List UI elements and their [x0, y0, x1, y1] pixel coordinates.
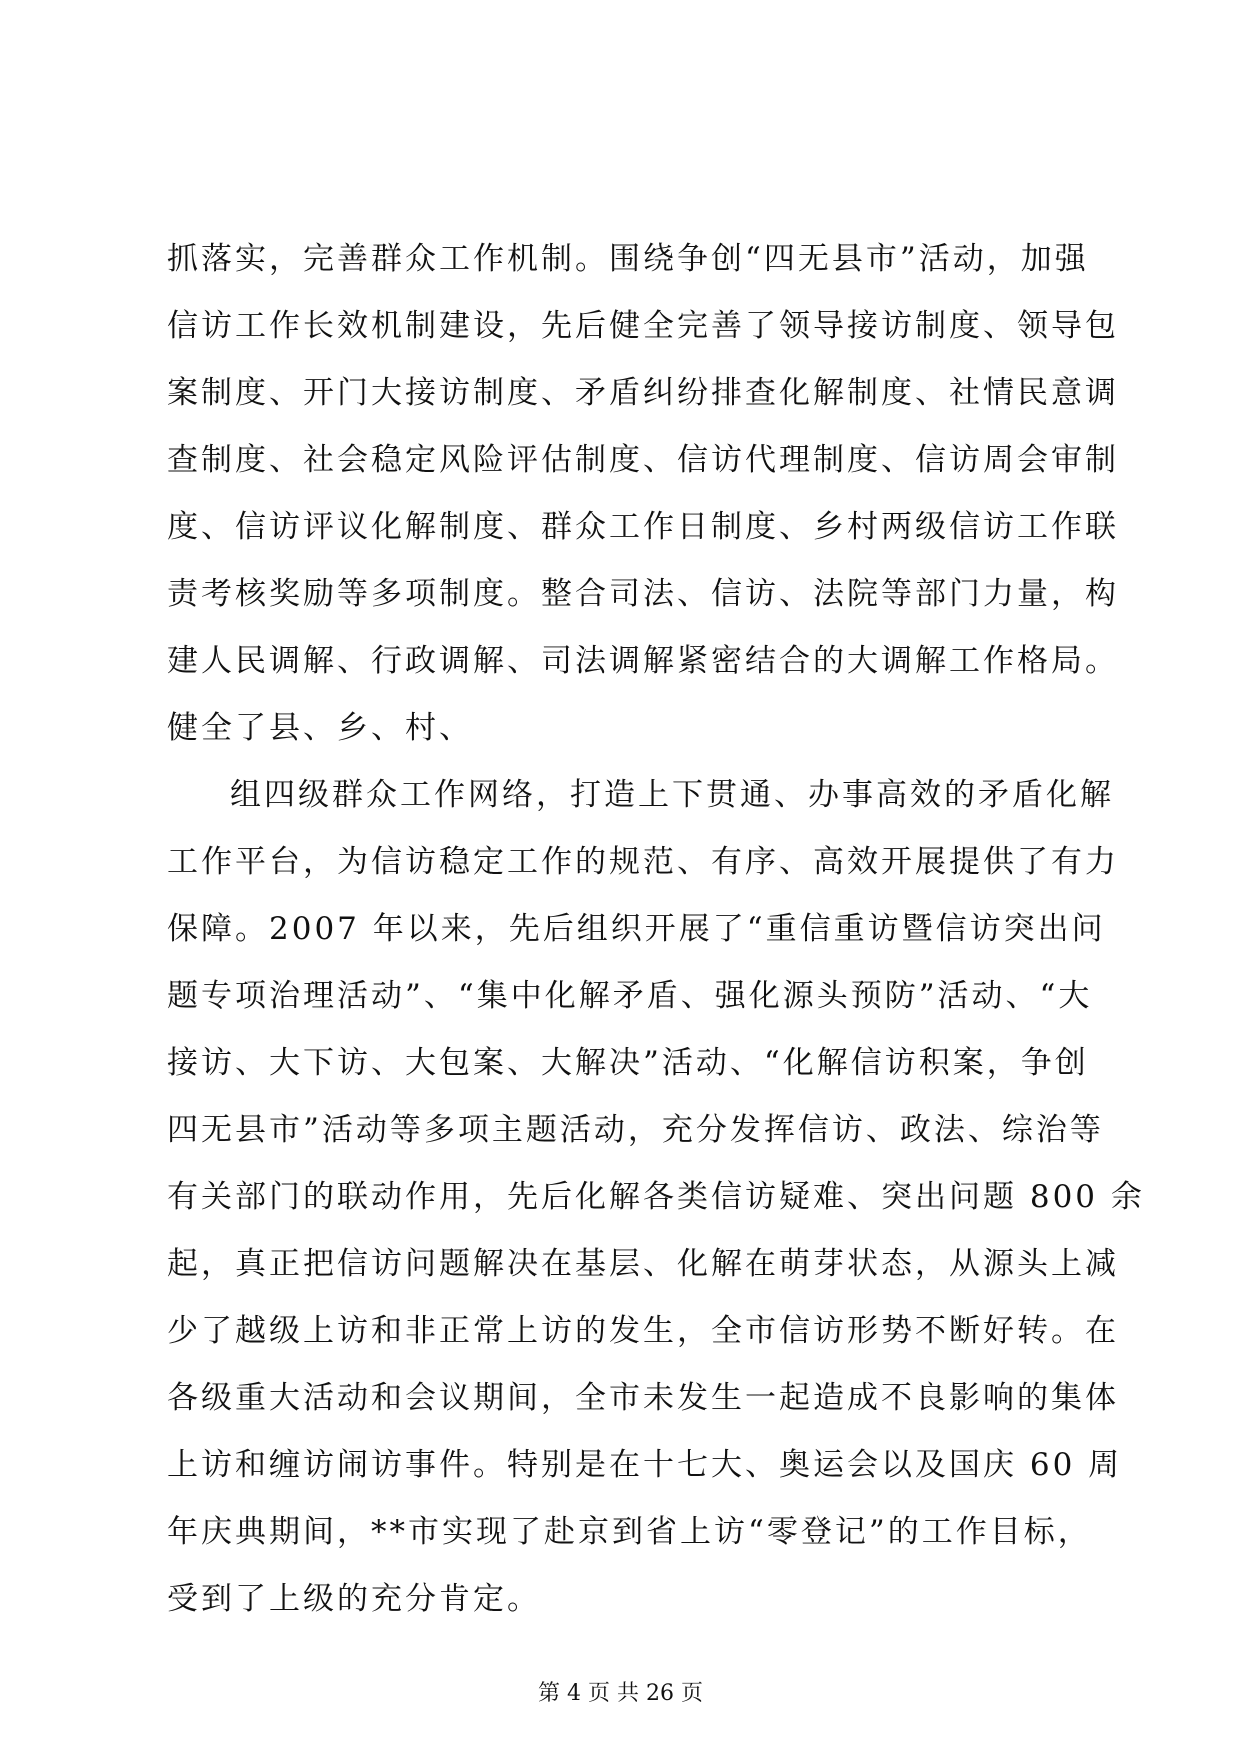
body-text-line: 度、信访评议化解制度、群众工作日制度、乡村两级信访工作联 — [167, 509, 1119, 545]
page-number-footer: 第 4 页 共 26 页 — [538, 1681, 703, 1706]
body-text-line: 抓落实，完善群众工作机制。围绕争创“四无县市”活动，加强 — [167, 241, 1089, 277]
body-text-line: 保障。2007 年以来，先后组织开展了“重信重访暨信访突出问 — [167, 911, 1106, 947]
body-text-line: 工作平台，为信访稳定工作的规范、有序、高效开展提供了有力 — [167, 844, 1119, 880]
body-text-line: 有关部门的联动作用，先后化解各类信访疑难、突出问题 800 余 — [167, 1179, 1145, 1215]
body-text-line: 题专项治理活动”、“集中化解矛盾、强化源头预防”活动、“大 — [167, 978, 1093, 1014]
body-text-line: 责考核奖励等多项制度。整合司法、信访、法院等部门力量，构 — [167, 576, 1119, 612]
body-text-line: 起，真正把信访问题解决在基层、化解在萌芽状态，从源头上减 — [167, 1246, 1119, 1282]
body-text-line: 四无县市”活动等多项主题活动，充分发挥信访、政法、综治等 — [167, 1112, 1104, 1148]
body-text-line: 少了越级上访和非正常上访的发生，全市信访形势不断好转。在 — [167, 1313, 1119, 1349]
body-text-line: 查制度、社会稳定风险评估制度、信访代理制度、信访周会审制 — [167, 442, 1119, 478]
body-text-line: 接访、大下访、大包案、大解决”活动、“化解信访积案，争创 — [167, 1045, 1089, 1081]
paragraph-start-line: 组四级群众工作网络，打造上下贯通、办事高效的矛盾化解 — [230, 777, 1114, 813]
body-text-line: 健全了县、乡、村、 — [167, 710, 473, 746]
body-text-line: 案制度、开门大接访制度、矛盾纠纷排查化解制度、社情民意调 — [167, 375, 1119, 411]
body-text-line: 年庆典期间，**市实现了赴京到省上访“零登记”的工作目标， — [167, 1514, 1092, 1550]
body-text-line: 受到了上级的充分肯定。 — [167, 1581, 541, 1617]
body-text-line: 各级重大活动和会议期间，全市未发生一起造成不良影响的集体 — [167, 1380, 1119, 1416]
body-text-line: 信访工作长效机制建设，先后健全完善了领导接访制度、领导包 — [167, 308, 1119, 344]
body-text-line: 上访和缠访闹访事件。特别是在十七大、奥运会以及国庆 60 周 — [167, 1447, 1123, 1483]
body-text-line: 建人民调解、行政调解、司法调解紧密结合的大调解工作格局。 — [167, 643, 1119, 679]
